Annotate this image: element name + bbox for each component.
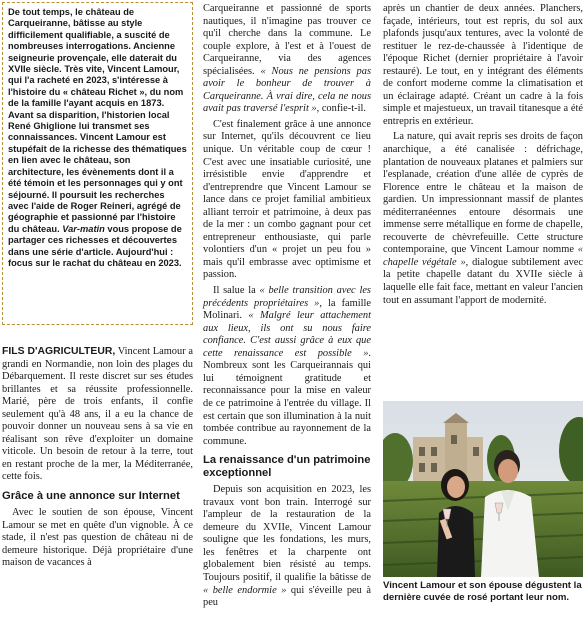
paragraph-intro	[2, 346, 193, 484]
photo-illustration	[383, 401, 583, 577]
p8-b: , dialogue subtilement avec la petite chapelle datant du XVIIe siècle à laquelle elle fait face, mettant en valeur l'ancien tout en assumant l'apport de modernité.	[383, 256, 584, 306]
column-3	[383, 3, 583, 307]
quote-3: « Malgré leur attachement aux lieux, ils ont su nous faire confiance. C'est aussi grâce à eux que cette renaissance est possible »	[203, 310, 371, 359]
paragraph-1-text: Vincent Lamour a grandi en Normandie, non loin des plages du Débarquement. Il reste discret sur ses études brillantes et sa réussite professionnelle. Marié, père de trois enfants, il confie seulement qu'à 48 ans, il a eu la chance de pouvoir donner un nouveau sens à sa vie en réalisant son rêve d'exploiter un domaine viticole. Un besoin de retour à la terre, tout en restant proche de la mer, la Méditerranée, cette fois.	[2, 346, 193, 483]
p8-a: La nature, qui avait repris ses droits de façon anarchique, a été canalisée : défrichage, plantation de nouveaux platanes et palmiers sur l'esplanade, création d'une allée de cyprès de Florence entre le château et la maison de gardien. Un impressionnant massif de plantes méditerranéennes entoure désormais une immense serre métallique en forme de chapelle, recouverte de chèvrefeuille. Cette structure contemporaine, que Vincent Lamour nomme	[383, 131, 583, 256]
p5-c: . Nombreux sont les Carqueirannais qui lui témoignent gratitude et reconnaissance pour la mise en valeur de ce patrimoine à l'entrée du village. Il est certain que son illumination à la nuit tombée contribue au rayonnement de la commune.	[203, 347, 371, 447]
paragraph-3	[203, 3, 371, 116]
column-1	[2, 346, 193, 570]
lead-in: FILS D'AGRICULTEUR,	[2, 346, 116, 357]
p5-a: Il salue la	[213, 285, 260, 297]
intro-text-main: De tout temps, le château de Carqueiranne, bâtisse au style difficilement qualifiable, a suscité de nombreuses interrogations. Ancienne seigneurie provençale, elle daterait du XVIIe siècle. Très vite, Vincent Lamour, qui l'a racheté en 2023, s'intéresse à l'histoire du « château Richet », du nom de la famille l'ayant acquis en 1873. Avant sa disparition, l'historien local René Ghiglione lui transmet ses connaissances. Vincent Lamour est stupéfait de la richesse des thématiques en lien avec le château, son architecture, les évènements dont il a été témoin et les personnages qui y ont séjourné. Il poursuit les recherches avec l'aide de Roger Reineri, agrégé de géographie et passionné par l'histoire du château.	[8, 7, 187, 234]
photo-couple-vineyard	[383, 401, 583, 577]
column-2	[203, 3, 371, 610]
quote-1: « Nous ne pensions pas avoir le bonheur de trouver à Carqueiranne. À vrai dire, cela ne nous avait pas traversé l'esprit »	[203, 65, 371, 115]
photo-caption: Vincent Lamour et son épouse dégustent la dernière cuvée de rosé portant leur nom.	[383, 580, 582, 603]
subheading-renaissance: La renaissance d'un patrimoine exceptionnel	[203, 454, 371, 480]
quote-5: « chapelle végétale »	[383, 244, 583, 268]
paragraph-2: Avec le soutien de son épouse, Vincent Lamour se met en quête d'un vignoble. À ce stade, il n'est pas question de château ni de demeure historique. Déjà propriétaire d'une maison de vacances à	[2, 507, 193, 569]
quote-4: « belle endormie »	[203, 584, 287, 596]
p6-b: qui s'éveille peu à peu	[203, 584, 372, 609]
p5-b: , la famille Molinari.	[203, 297, 371, 322]
p3-a: Carqueiranne et passionné de sports nautiques, il n'imagine pas trouver ce qu'il cherche dans la commune. Le couple explore, à l'est et à l'ouest de Carqueiranne, via des agences spécialisées.	[203, 3, 371, 77]
paragraph-6	[203, 484, 371, 609]
paragraph-4: C'est finalement grâce à une annonce sur Internet, qu'ils découvrent ce lieu unique. Un véritable coup de cœur ! C'est avec une insatiable curiosité, une irrésistible envie d'apprendre et d'entreprendre que Vincent Lamour se lance dans ce projet familial ambitieux alliant terroir et patrimoine, à deux pas de la mer : un combo gagnant pour cet entrepreneur enthousiaste, qui parle volontiers d'un « projet un peu fou » mais qu'il embrasse avec optimisme et passion.	[203, 118, 371, 281]
subheading-annonce: Grâce à une annonce sur Internet	[2, 490, 180, 503]
quote-2: « belle transition avec les précédents propriétaires »	[203, 285, 371, 309]
paragraph-5	[203, 285, 371, 448]
intro-text	[8, 7, 187, 269]
paragraph-8	[383, 131, 583, 307]
intro-text-end: vous propose de partager ces richesses et découvertes dans une série d'article. Aujourd'hui : focus sur le rachat du château en 2023.	[8, 223, 182, 268]
brand-name: Var-matin	[62, 223, 105, 234]
p3-b: , confie-t-il.	[316, 103, 366, 115]
p6-a: Depuis son acquisition en 2023, les travaux vont bon train. Interrogé sur l'ampleur de la restauration de la demeure du XVIIe, Vincent Lamour souligne que les fondations, les murs, les fenêtres et la charpente ont globalement bien résisté au temps. Toujours positif, il qualifie la bâtisse de	[203, 484, 371, 583]
paragraph-7: après un chantier de deux années. Planchers, façade, intérieurs, tout est repris, du sol aux plafonds jusqu'aux tentures, avec la volonté de restituer le rez-de-chaussée à l'identique de l'époque Richet (dernier propriétaire à l'avoir restauré). Le tout, en y intégrant des éléments de confort moderne comme la climatisation et un éclairage adapté. Créant un cadre à la fois simple et majestueux, un travail titanesque a été entrepris en extérieur.	[383, 3, 583, 127]
intro-box	[2, 2, 193, 325]
